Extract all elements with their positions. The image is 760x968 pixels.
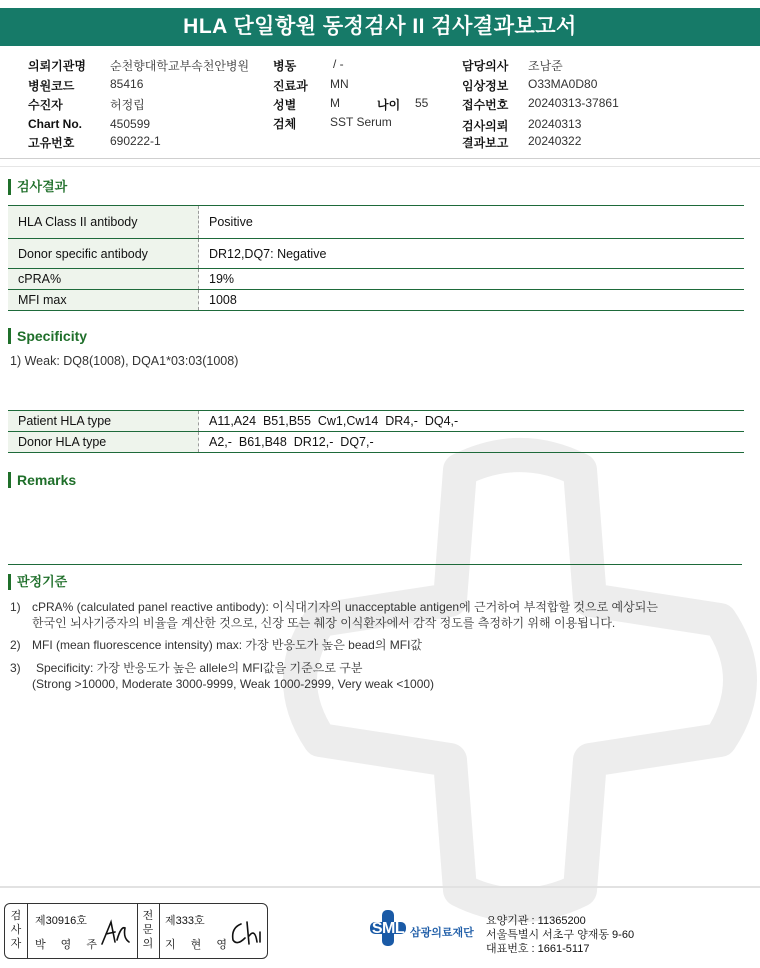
result-label: cPRA% — [8, 269, 199, 290]
tester-vertical-label — [7, 909, 25, 951]
specialist-signature-icon — [227, 918, 263, 948]
criteria-item-1 — [10, 599, 658, 631]
result-label: MFI max — [8, 290, 199, 311]
org-phone: 대표번호 : 1661-5117 — [486, 943, 590, 955]
criteria-text: cPRA% (calculated panel reactive antibody): 이식대기자의 unacceptable antigen에 근거하여 부적합할 것으로 예상되는 — [32, 600, 658, 614]
label-doctor: 담당의사 — [462, 59, 509, 73]
specialist-name: 지 현 영 — [165, 939, 233, 951]
table-row — [8, 432, 744, 453]
value-chart-no: 450599 — [110, 117, 151, 131]
result-label: Donor specific antibody — [8, 239, 199, 269]
label-ward: 병동 — [273, 59, 297, 73]
value-clinical-info: O33MA0D80 — [528, 77, 598, 91]
result-value: DR12,DQ7: Negative — [209, 246, 327, 261]
section-results-heading: 검사결과 — [8, 179, 67, 195]
result-value: Positive — [209, 215, 253, 229]
table-row — [8, 269, 744, 290]
section-criteria-heading: 판정기준 — [8, 574, 67, 590]
tester-label-char: 자 — [10, 938, 22, 950]
signature-box — [4, 903, 268, 959]
table-row — [8, 206, 744, 239]
tester-name: 박 영 주 — [35, 939, 103, 951]
label-hospital-code: 병원코드 — [28, 79, 75, 93]
label-unique-no: 고유번호 — [28, 136, 75, 150]
section-specificity-heading: Specificity — [8, 328, 87, 344]
label-sex: 성별 — [273, 98, 297, 112]
label-department: 진료과 — [273, 79, 308, 93]
label-age: 나이 — [377, 98, 401, 112]
footer-divider — [0, 886, 760, 888]
results-table — [8, 205, 744, 311]
section-remarks-heading: Remarks — [8, 472, 76, 488]
specialist-license-no: 제333호 — [165, 915, 205, 927]
tester-label-char: 사 — [10, 924, 22, 936]
header-divider-2 — [0, 166, 760, 167]
value-sex: M — [330, 96, 340, 110]
hla-value: A11,A24 B51,B55 Cw1,Cw14 DR4,- DQ4,- — [209, 414, 459, 428]
value-requesting-institution: 순천향대학교부속천안병원 — [110, 59, 250, 73]
specialist-vertical-label — [139, 909, 157, 951]
value-unique-no: 690222-1 — [110, 134, 161, 148]
org-address: 서울특별시 서초구 양재동 9-60 — [486, 929, 635, 941]
label-patient: 수진자 — [28, 98, 63, 112]
criteria-num: 2) — [10, 638, 21, 652]
hla-value: A2,- B61,B48 DR12,- DQ7,- — [209, 435, 374, 449]
specificity-text: 1) Weak: DQ8(1008), DQA1*03:03(1008) — [10, 354, 239, 368]
remarks-divider — [8, 564, 742, 565]
value-doctor: 조남준 — [528, 59, 563, 73]
tester-signature-icon — [99, 918, 133, 948]
tester-label-char: 검 — [10, 910, 22, 922]
criteria-item-2 — [10, 637, 422, 653]
label-receipt-no: 접수번호 — [462, 98, 509, 112]
label-requesting-institution: 의뢰기관명 — [28, 59, 86, 73]
criteria-text-2: (Strong >10000, Moderate 3000-9999, Weak 1000-2999, Very weak <1000) — [32, 677, 435, 691]
report-title: HLA 단일항원 동정검사 II 검사결과보고서 — [0, 8, 760, 46]
value-report-date: 20240322 — [528, 134, 582, 148]
value-department: MN — [330, 77, 349, 91]
specialist-label-char: 문 — [142, 924, 154, 936]
logo-mark: SML — [371, 920, 405, 937]
value-hospital-code: 85416 — [110, 77, 144, 91]
hla-type-table — [8, 410, 744, 453]
criteria-num: 3) — [10, 661, 21, 675]
result-value: 19% — [209, 272, 235, 286]
result-value: 1008 — [209, 293, 237, 307]
org-name: 삼광의료재단 — [410, 927, 474, 939]
value-age: 55 — [415, 96, 429, 110]
value-ward: / - — [333, 57, 344, 71]
table-row — [8, 239, 744, 269]
criteria-text: MFI (mean fluorescence intensity) max: 가장 반응도가 높은 bead의 MFI값 — [32, 638, 423, 652]
hla-label: Patient HLA type — [8, 411, 199, 432]
label-chart-no: Chart No. — [28, 117, 82, 131]
tester-license-no: 제30916호 — [35, 915, 87, 927]
result-label: HLA Class II antibody — [8, 206, 199, 239]
org-code: 요양기관 : 11365200 — [486, 915, 586, 927]
value-request-date: 20240313 — [528, 117, 582, 131]
criteria-num: 1) — [10, 600, 21, 614]
label-request-date: 검사의뢰 — [462, 119, 509, 133]
criteria-text-2: 한국인 뇌사기증자의 비율을 계산한 것으로, 신장 또는 췌장 이식환자에서 감작 정도를 측정하기 위해 이용됩니다. — [32, 616, 616, 630]
signature-separator — [27, 904, 28, 958]
table-row — [8, 411, 744, 432]
value-specimen: SST Serum — [330, 115, 392, 129]
label-specimen: 검체 — [273, 117, 297, 131]
signature-separator — [159, 904, 160, 958]
value-patient: 허정립 — [110, 98, 145, 112]
signature-separator — [137, 904, 138, 958]
specialist-label-char: 전 — [142, 910, 154, 922]
specialist-label-char: 의 — [142, 938, 154, 950]
criteria-item-3 — [10, 660, 434, 692]
value-receipt-no: 20240313-37861 — [528, 96, 619, 110]
header-divider — [0, 158, 760, 159]
label-clinical-info: 임상정보 — [462, 79, 509, 93]
hla-label: Donor HLA type — [8, 432, 199, 453]
table-row — [8, 290, 744, 311]
label-report-date: 결과보고 — [462, 136, 509, 150]
criteria-text: Specificity: 가장 반응도가 높은 allele의 MFI값을 기준으로 구분 — [36, 661, 363, 675]
